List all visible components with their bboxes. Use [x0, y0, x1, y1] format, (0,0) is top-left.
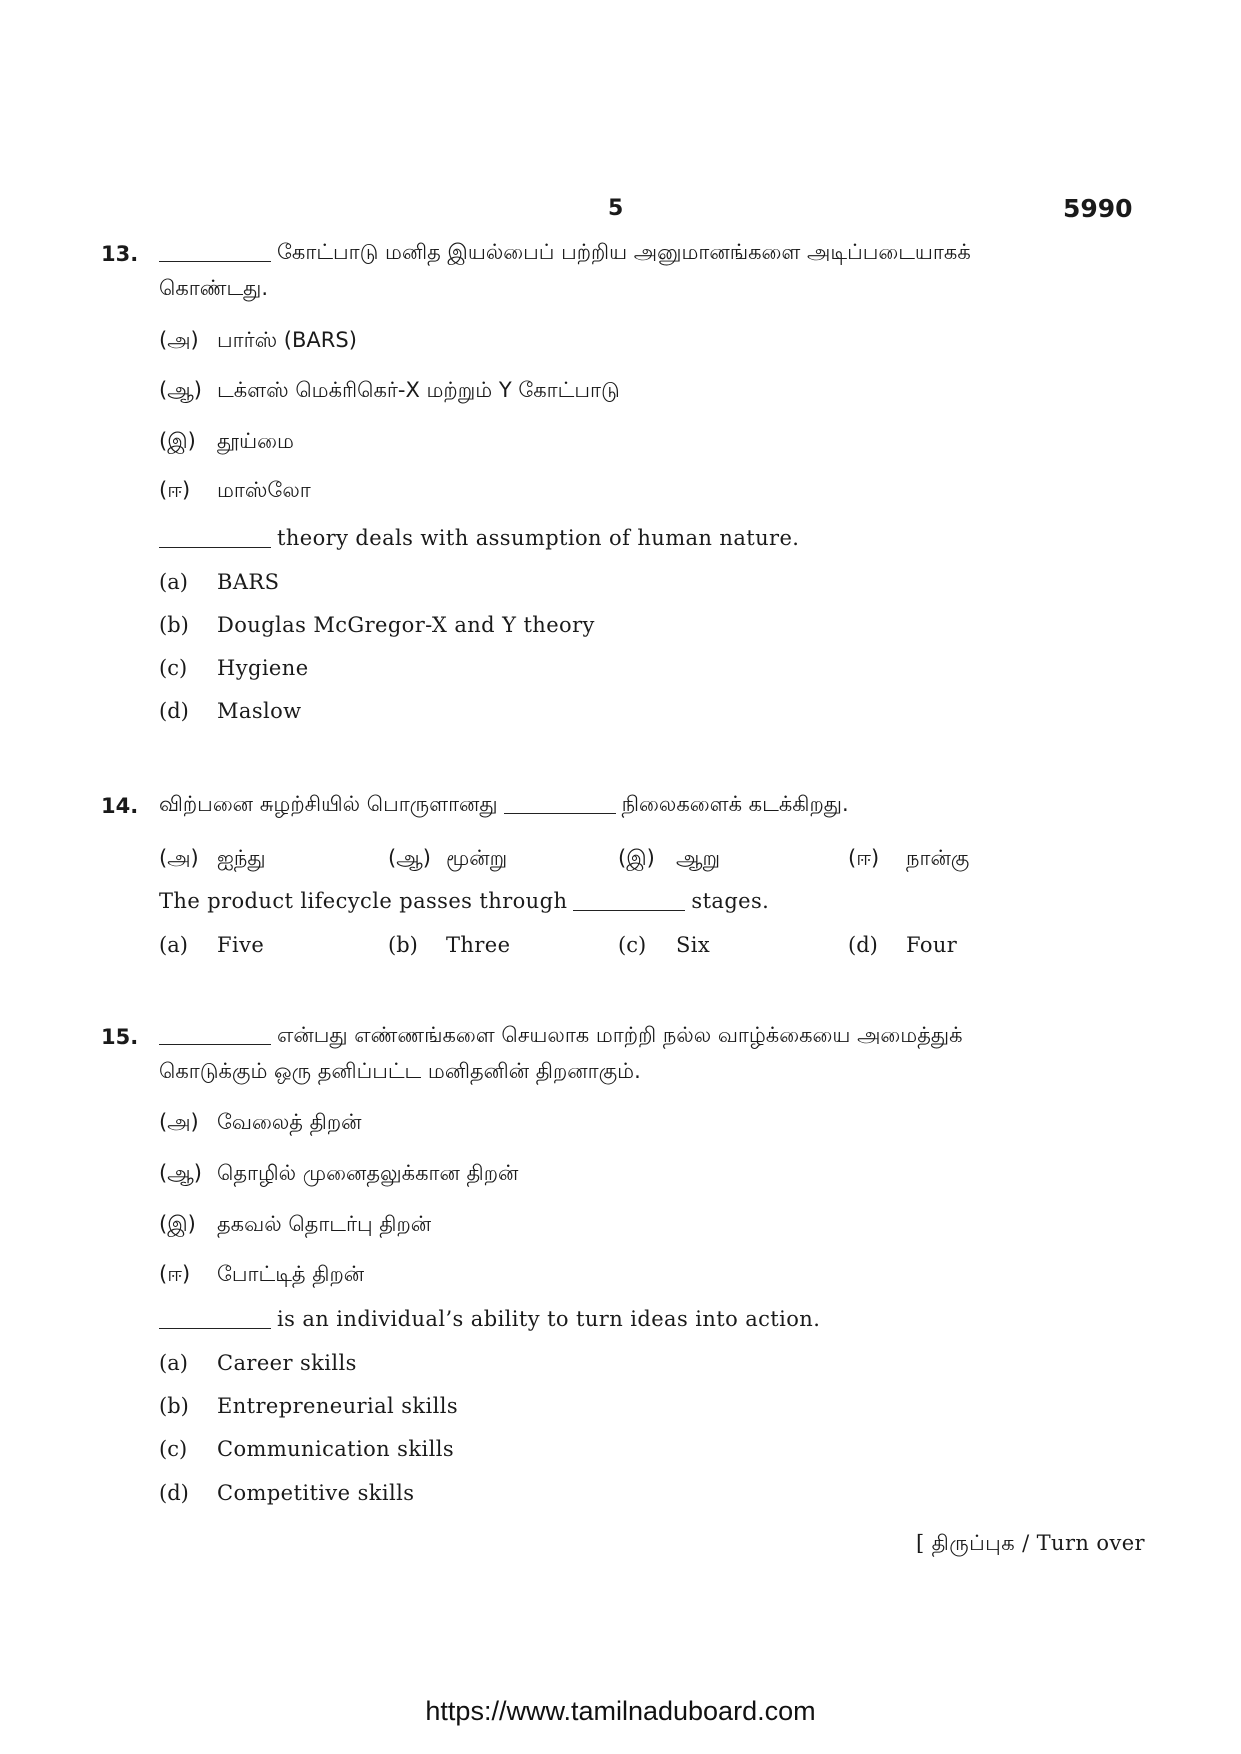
q13-tamil-option: (அ): [159, 328, 199, 352]
q14-tamil-option: (அ): [159, 846, 199, 870]
q15-tamil-option-text: தகவல் தொடர்பு திறன்: [217, 1212, 432, 1236]
q14-option-text: Five: [217, 933, 265, 957]
q14-tamil-option: (இ): [618, 846, 655, 870]
question-14-number: 14.: [101, 794, 139, 818]
question-14-english: The product lifecycle passes through stages.: [159, 889, 770, 913]
q13-tamil-option: (ஈ): [159, 478, 191, 502]
question-15-number: 15.: [101, 1025, 139, 1049]
question-15-tamil-line1: என்பது எண்ணங்களை செயலாக மாற்றி நல்ல வாழ்க்கையை அமைத்துக்: [159, 1023, 963, 1050]
question-13-number: 13.: [101, 242, 139, 266]
q15-tamil-option: (அ): [159, 1110, 199, 1134]
q14-tamil-option: (ஈ): [848, 846, 880, 870]
q13-option-label: (c): [159, 656, 188, 680]
footer-url[interactable]: https://www.tamilnaduboard.com: [425, 1696, 816, 1726]
q13-tamil-option-text: மாஸ்லோ: [217, 478, 311, 502]
q15-tamil-option-text: தொழில் முனைதலுக்கான திறன்: [217, 1161, 519, 1185]
q13-option-text: Maslow: [217, 699, 302, 723]
q15-option-label: (a): [159, 1351, 188, 1375]
q14-option-text: Six: [676, 933, 711, 957]
q15-tamil-option-text: போட்டித் திறன்: [217, 1262, 365, 1286]
q15-option-text: Career skills: [217, 1351, 357, 1375]
answer-blank: [159, 1328, 271, 1329]
turn-over-note: [ திருப்புக / Turn over: [916, 1531, 1145, 1555]
question-13-tamil-line2: கொண்டது.: [159, 276, 269, 300]
answer-blank: [159, 261, 271, 262]
question-14-tamil: விற்பனை சுழற்சியில் பொருளானது நிலைகளைக் கடக்கிறது.: [159, 792, 849, 816]
q14-tamil-option-text: மூன்று: [446, 846, 508, 870]
q14-tamil-option: (ஆ): [388, 846, 431, 870]
q13-option-text: Douglas McGregor-X and Y theory: [217, 613, 595, 637]
q14-option-label: (a): [159, 933, 188, 957]
answer-blank: [159, 1044, 271, 1045]
q14-option-label: (c): [618, 933, 647, 957]
q15-tamil-option-text: வேலைத் திறன்: [217, 1110, 362, 1134]
q14-option-label: (d): [848, 933, 878, 957]
question-15-english: is an individual’s ability to turn ideas into action.: [159, 1307, 820, 1331]
q13-tamil-option-text: டக்ளஸ் மெக்ரிகெர்-X மற்றும் Y கோட்பாடு: [217, 378, 620, 402]
q14-tamil-option-text: ஐந்து: [217, 846, 266, 870]
q13-option-label: (b): [159, 613, 189, 637]
question-15-tamil-line2: கொடுக்கும் ஒரு தனிப்பட்ட மனிதனின் திறனாகும்.: [159, 1059, 641, 1083]
answer-blank: [504, 813, 616, 814]
q15-option-text: Communication skills: [217, 1437, 455, 1461]
q13-tamil-option-text: பார்ஸ் (BARS): [217, 328, 357, 352]
question-13-english: theory deals with assumption of human nature.: [159, 526, 799, 550]
q13-option-label: (a): [159, 570, 188, 594]
paper-code: 5990: [1063, 194, 1133, 223]
q13-tamil-option: (இ): [159, 429, 196, 453]
q15-option-label: (c): [159, 1437, 188, 1461]
q15-option-label: (d): [159, 1481, 189, 1505]
page-number: 5: [608, 196, 624, 221]
q13-tamil-option: (ஆ): [159, 378, 202, 402]
q14-tamil-option-text: ஆறு: [676, 846, 721, 870]
q13-option-text: BARS: [217, 570, 280, 594]
q15-option-label: (b): [159, 1394, 189, 1418]
q15-tamil-option: (ஈ): [159, 1262, 191, 1286]
q14-option-label: (b): [388, 933, 418, 957]
q13-tamil-option-text: தூய்மை: [217, 429, 294, 453]
q15-option-text: Competitive skills: [217, 1481, 415, 1505]
q15-tamil-option: (ஆ): [159, 1161, 202, 1185]
question-13-tamil-line1: கோட்பாடு மனித இயல்பைப் பற்றிய அனுமானங்களை அடிப்படையாகக்: [159, 240, 971, 267]
q15-option-text: Entrepreneurial skills: [217, 1394, 459, 1418]
answer-blank: [573, 910, 685, 911]
q13-option-text: Hygiene: [217, 656, 309, 680]
q15-tamil-option: (இ): [159, 1212, 196, 1236]
q14-tamil-option-text: நான்கு: [906, 846, 970, 870]
answer-blank: [159, 547, 271, 548]
q14-option-text: Four: [906, 933, 958, 957]
q14-option-text: Three: [446, 933, 511, 957]
q13-option-label: (d): [159, 699, 189, 723]
